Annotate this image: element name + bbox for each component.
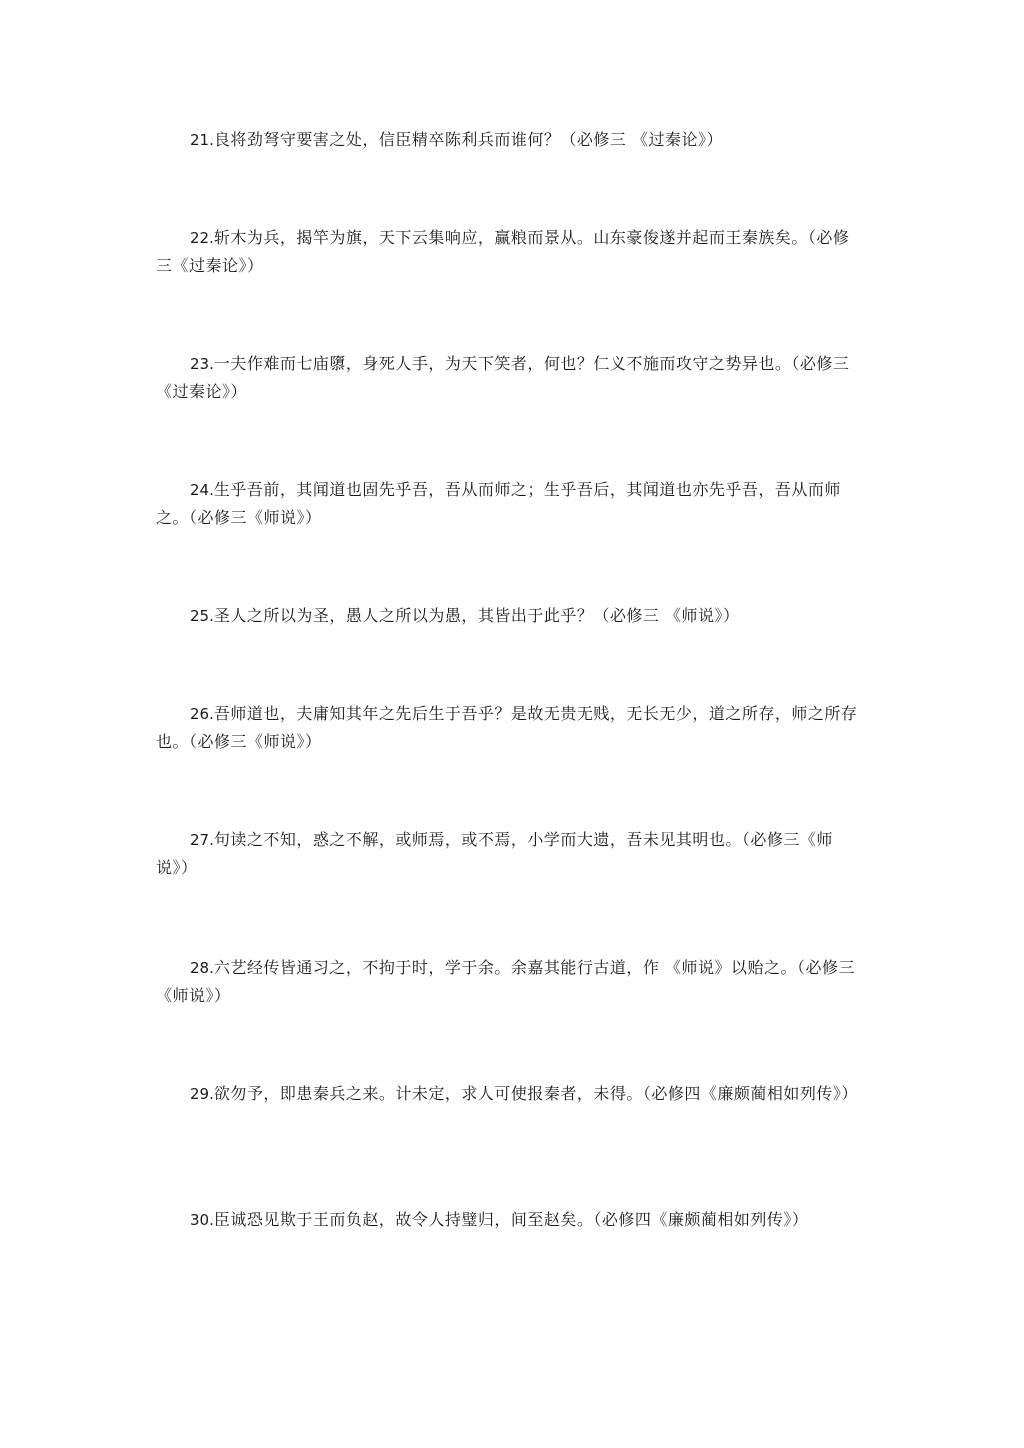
quote-entry-23 — [156, 350, 862, 406]
quote-entry-24 — [156, 476, 862, 532]
entry-text: 良将劲弩守要害之处，信臣精卒陈利兵而谁何？（必修三 《过秦论》） — [213, 130, 723, 149]
quote-entry-25 — [156, 602, 862, 630]
quote-entry-27 — [156, 826, 862, 882]
entry-text: 臣诚恐见欺于王而负赵，故令人持璧归，间至赵矣。（必修四《廉颇蔺相如列传》） — [213, 1210, 809, 1229]
entry-number: 21. — [190, 131, 214, 149]
quote-entry-28 — [156, 954, 862, 1010]
quote-entry-21 — [156, 126, 862, 154]
entry-number: 24. — [190, 481, 214, 499]
entry-text: 斩木为兵，揭竿为旗，天下云集响应，赢粮而景从。山东豪俊遂并起而王秦族矣。（必修三《过秦论》） — [156, 228, 850, 275]
entry-text: 生乎吾前，其闻道也固先乎吾，吾从而师之；生乎吾后，其闻道也亦先乎吾，吾从而师之。（必修三《师说》） — [156, 480, 841, 527]
entry-number: 25. — [190, 607, 214, 625]
quote-entry-26 — [156, 700, 862, 756]
entry-number: 22. — [190, 229, 214, 247]
entry-number: 26. — [190, 705, 214, 723]
entry-text: 六艺经传皆通习之，不拘于时，学于余。余嘉其能行古道，作 《师说》以贻之。（必修三《师说》） — [156, 958, 855, 1005]
entry-number: 29. — [190, 1085, 214, 1103]
entry-number: 27. — [190, 831, 214, 849]
entry-text: 圣人之所以为圣，愚人之所以为愚，其皆出于此乎？（必修三 《师说》） — [213, 606, 740, 625]
quote-entry-22 — [156, 224, 862, 280]
entry-text: 一夫作难而七庙隳，身死人手，为天下笑者，何也？仁义不施而攻守之势异也。（必修三《过秦论》） — [156, 354, 850, 401]
entry-text: 吾师道也，夫庸知其年之先后生于吾乎？是故无贵无贱，无长无少，道之所存，师之所存也。（必修三《师说》） — [156, 704, 858, 751]
entry-text: 欲勿予，即患秦兵之来。计未定，求人可使报秦者，未得。（必修四《廉颇蔺相如列传》） — [213, 1084, 858, 1103]
quote-entry-29 — [156, 1080, 862, 1108]
entry-number: 23. — [190, 355, 214, 373]
entry-number: 30. — [190, 1211, 214, 1229]
entry-number: 28. — [190, 959, 214, 977]
quote-entry-30 — [156, 1206, 862, 1234]
entry-text: 句读之不知，惑之不解，或师焉，或不焉，小学而大遗，吾未见其明也。（必修三《师说》） — [156, 830, 833, 877]
